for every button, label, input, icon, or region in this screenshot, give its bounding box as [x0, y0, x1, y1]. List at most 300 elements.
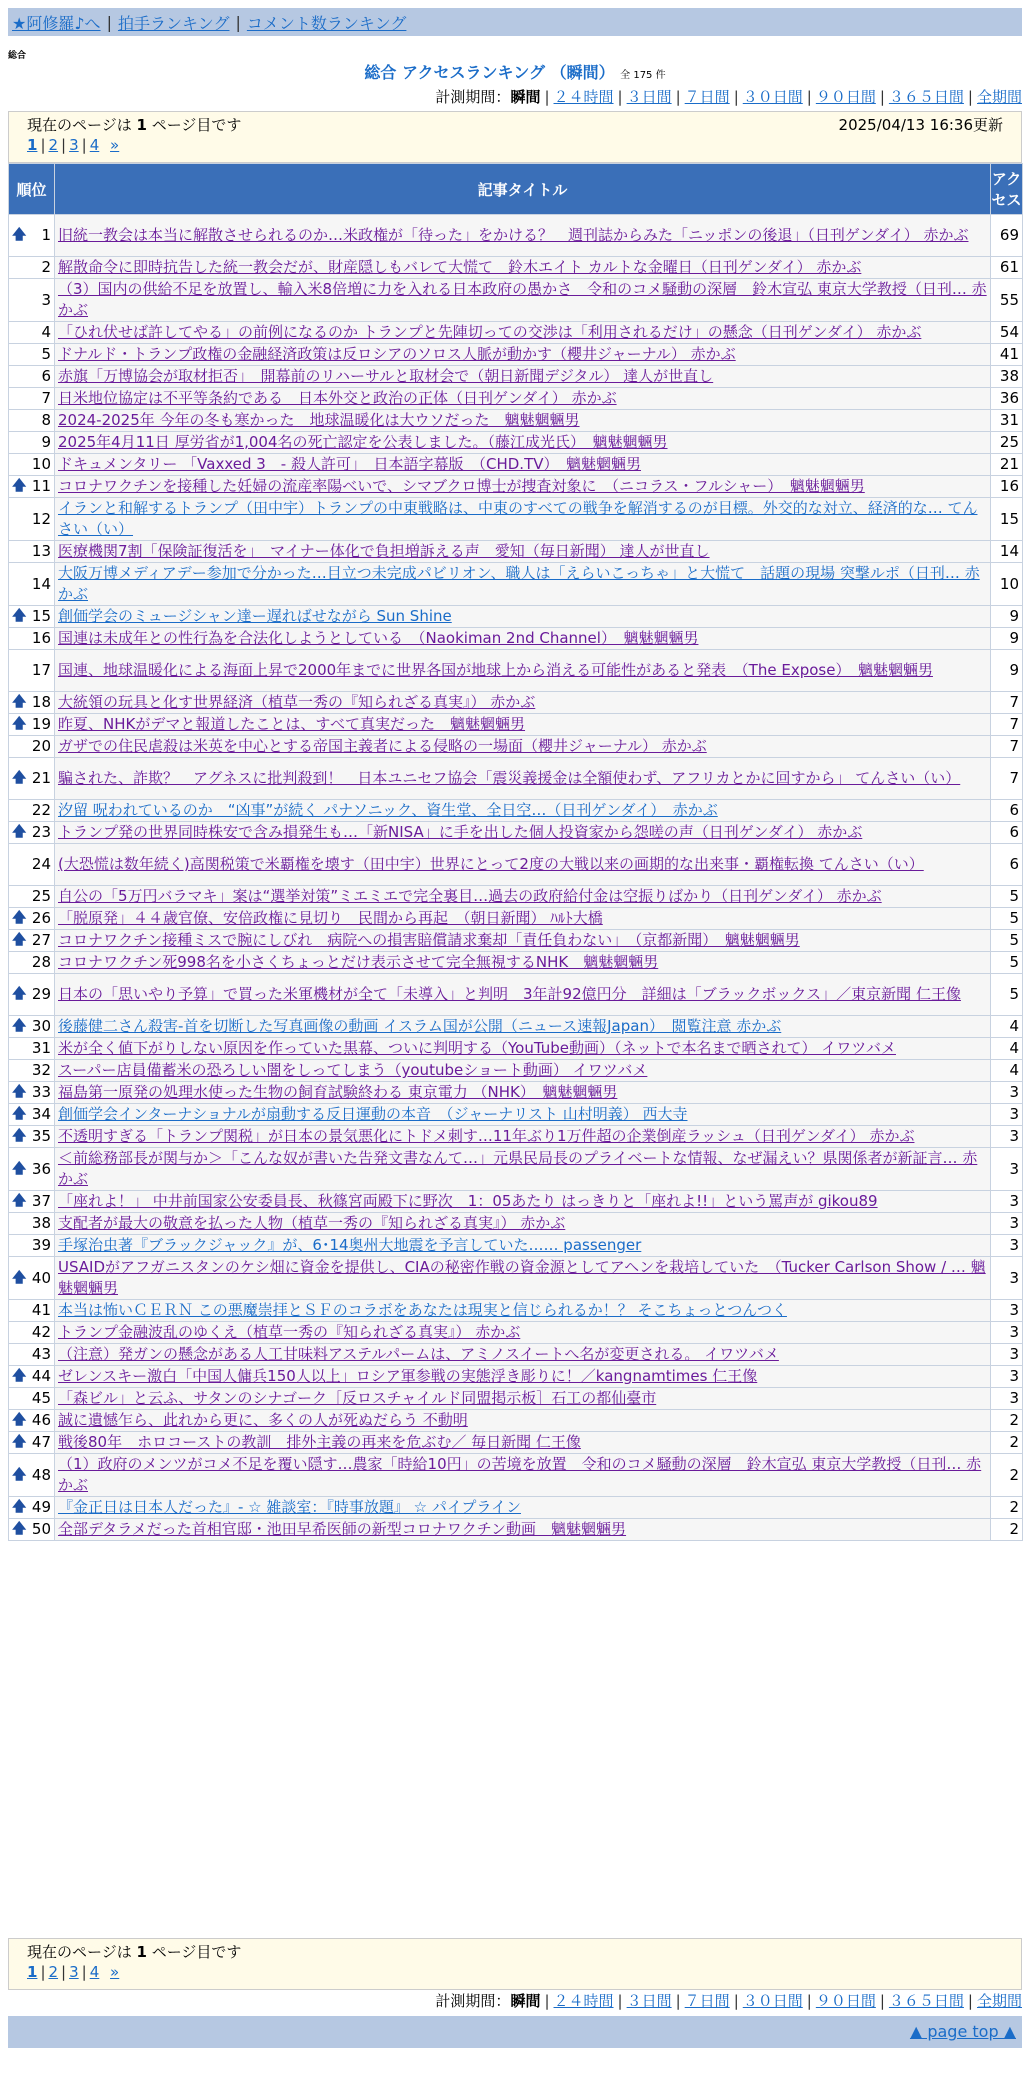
title-cell — [55, 1366, 991, 1388]
rank-cell — [9, 366, 55, 388]
table-row — [9, 366, 1023, 388]
period-current: 瞬間 — [510, 88, 541, 106]
article-title-link[interactable]: ドナルド・トランプ政権の金融経済政策は反ロシアのソロス人脈が動かす（櫻井ジャーナル） 赤かぶ — [58, 345, 736, 363]
period-separator: | — [806, 1992, 812, 2010]
access-count-cell: 2 — [991, 1519, 1023, 1541]
table-row — [9, 1235, 1023, 1257]
article-title-link[interactable]: （注意）発ガンの懸念がある人工甘味料アステルパームは、アミノスイートへ名が変更される。 イワツバメ — [58, 1345, 779, 1363]
page-separator — [102, 1963, 107, 1981]
title-cell — [55, 1148, 991, 1191]
rank-cell — [9, 344, 55, 366]
rank-up-arrow-icon: 🡅 — [12, 478, 27, 494]
rank-number: 28 — [31, 953, 51, 971]
rank-number: 1 — [41, 226, 51, 244]
title-cell — [55, 279, 991, 322]
rank-cell — [9, 1104, 55, 1126]
rank-number: 14 — [31, 574, 51, 593]
article-title-link[interactable]: 2025年4月11日 厚労省が1,004名の死亡認定を公表しました。（藤江成光氏） 魑魅魍魎男 — [58, 433, 668, 451]
rank-number: 46 — [31, 1411, 51, 1429]
rank-number: 12 — [31, 509, 51, 528]
title-cell — [55, 454, 991, 476]
next-page-link[interactable]: » — [110, 1963, 120, 1981]
page-separator: | — [81, 1963, 87, 1981]
period-current: 瞬間 — [510, 1992, 541, 2010]
page-link[interactable]: 2 — [48, 136, 59, 154]
period-separator: | — [806, 88, 812, 106]
table-row — [9, 1300, 1023, 1322]
rank-cell — [9, 1038, 55, 1060]
rank-up-arrow-icon: 🡅 — [12, 1499, 27, 1515]
table-row — [9, 454, 1023, 476]
title-cell — [55, 844, 991, 886]
title-cell — [55, 1432, 991, 1454]
ranking-title-text: 総合 アクセスランキング （瞬間） — [364, 63, 615, 82]
page-link[interactable]: 1 — [27, 1963, 38, 1981]
article-title-link[interactable]: 医療機関7割「保険証復活を」 マイナー体化で負担増訴える声 愛知（毎日新聞） 達人が世直し — [58, 542, 710, 560]
title-cell — [55, 1235, 991, 1257]
access-count-cell: 3 — [991, 1257, 1023, 1300]
period-link[interactable]: ７日間 — [684, 1992, 730, 2010]
access-count-cell: 5 — [991, 908, 1023, 930]
rank-number: 43 — [31, 1345, 51, 1363]
access-count-cell: 61 — [991, 257, 1023, 279]
rank-number: 24 — [31, 855, 51, 873]
rank-number: 26 — [31, 909, 51, 927]
rank-cell — [9, 736, 55, 758]
rank-cell — [9, 541, 55, 563]
rank-number: 13 — [31, 542, 51, 560]
period-link[interactable]: ９０日間 — [815, 1992, 876, 2010]
title-cell — [55, 563, 991, 606]
rank-cell — [9, 1148, 55, 1191]
article-title-link[interactable]: 騙された、詐欺？ アグネスに批判殺到！ 日本ユニセフ協会「震災義援金は全額使わず、アフリカとかに回すから」 てんさい（い） — [58, 769, 961, 787]
article-title-link[interactable]: （3）国内の供給不足を放置し、輸入米8倍増に力を入れる日本政府の愚かさ 令和のコメ騒動の深層 鈴木宣弘 東京大学教授（日刊… 赤かぶ — [58, 280, 987, 319]
table-row — [9, 344, 1023, 366]
title-cell — [55, 628, 991, 650]
access-count-cell: 6 — [991, 800, 1023, 822]
rank-number: 9 — [41, 433, 51, 451]
rank-cell — [9, 1082, 55, 1104]
page-link[interactable]: 4 — [89, 136, 100, 154]
rank-number: 25 — [31, 887, 51, 905]
article-title-link[interactable]: 誠に遺憾乍ら、此れから更に、多くの人が死ぬだらう 不動明 — [58, 1411, 468, 1429]
period-link[interactable]: ３日間 — [626, 1992, 672, 2010]
period-link[interactable]: ２４時間 — [553, 88, 614, 106]
table-row — [9, 1016, 1023, 1038]
access-count-cell: 5 — [991, 952, 1023, 974]
rank-cell — [9, 454, 55, 476]
rank-cell — [9, 1497, 55, 1519]
table-row — [9, 1257, 1023, 1300]
rank-cell — [9, 800, 55, 822]
period-link[interactable]: ９０日間 — [815, 88, 876, 106]
table-row — [9, 1344, 1023, 1366]
table-row — [9, 714, 1023, 736]
rank-number: 20 — [31, 737, 51, 755]
rank-up-arrow-icon: 🡅 — [12, 1434, 27, 1450]
title-cell — [55, 1300, 991, 1322]
rank-up-arrow-icon: 🡅 — [12, 608, 27, 624]
access-count-cell: 5 — [991, 886, 1023, 908]
title-cell — [55, 1213, 991, 1235]
access-count-cell: 25 — [991, 432, 1023, 454]
rank-cell — [9, 1213, 55, 1235]
access-count-cell: 3 — [991, 1322, 1023, 1344]
ranking-title — [0, 60, 1030, 83]
article-title-link[interactable]: トランプ発の世界同時株安で含み損発生も…「新NISA」に手を出した個人投資家から怨嗟の声（日刊ゲンダイ） 赤かぶ — [58, 823, 863, 841]
table-row — [9, 628, 1023, 650]
title-cell — [55, 1344, 991, 1366]
rank-number: 27 — [31, 931, 51, 949]
access-count-cell: 2 — [991, 1454, 1023, 1497]
rank-cell — [9, 758, 55, 800]
page-link[interactable]: 2 — [48, 1963, 59, 1981]
article-title-link[interactable]: (大恐慌は数年続く)高関税策で米覇権を壊す（田中宇）世界にとって2度の大戦以来の画期的な出来事・覇権転換 てんさい（い） — [58, 855, 924, 873]
table-row — [9, 758, 1023, 800]
access-count-cell: 3 — [991, 1344, 1023, 1366]
period-link[interactable]: ７日間 — [684, 88, 730, 106]
rank-cell — [9, 322, 55, 344]
title-cell — [55, 498, 991, 541]
table-header-row — [9, 164, 1023, 215]
rank-cell — [9, 1300, 55, 1322]
access-count-cell: 4 — [991, 1038, 1023, 1060]
page-link[interactable]: 3 — [69, 1963, 79, 1981]
comment-ranking-link[interactable]: コメント数ランキング — [246, 13, 407, 33]
rank-cell — [9, 279, 55, 322]
rank-number: 49 — [31, 1498, 51, 1516]
access-count-cell: 14 — [991, 541, 1023, 563]
article-title-link[interactable]: 「森ビル」と云ふ、サタンのシナゴーク［反ロスチャイルド同盟掲示板］石工の都仙臺市 — [58, 1389, 657, 1407]
rank-up-arrow-icon: 🡅 — [12, 910, 27, 926]
rank-number: 36 — [31, 1159, 51, 1178]
table-row — [9, 1366, 1023, 1388]
table-row — [9, 952, 1023, 974]
article-title-link[interactable]: 国連、地球温暖化による海面上昇で2000年までに世界各国が地球上から消える可能性があると発表 （The Expose） 魑魅魍魎男 — [58, 661, 933, 679]
article-title-link[interactable]: 『金正日は日本人だった』- ☆ 雑談室：『時事放題』 ☆ パイプライン — [58, 1498, 521, 1516]
page-separator: | — [61, 136, 67, 154]
access-count-cell: 3 — [991, 1235, 1023, 1257]
title-cell — [55, 1191, 991, 1213]
title-cell — [55, 886, 991, 908]
article-title-link[interactable]: 大統領の玩具と化す世界経済（植草一秀の『知られざる真実』） 赤かぶ — [58, 693, 536, 711]
access-count-cell: 3 — [991, 1213, 1023, 1235]
rank-up-arrow-icon: 🡅 — [12, 1160, 27, 1177]
period-link[interactable]: ３０日間 — [742, 1992, 803, 2010]
title-cell — [55, 1454, 991, 1497]
next-page-link[interactable]: » — [110, 136, 120, 154]
access-count-cell: 4 — [991, 1060, 1023, 1082]
rank-number: 15 — [31, 607, 51, 625]
current-page-number: 1 — [136, 116, 147, 134]
table-row — [9, 215, 1023, 257]
rank-number: 6 — [41, 367, 51, 385]
rank-cell — [9, 650, 55, 692]
period-link[interactable]: 全期間 — [976, 88, 1022, 106]
item-count: 全 175 件 — [620, 70, 666, 81]
title-cell — [55, 1038, 991, 1060]
period-separator: | — [617, 1992, 623, 2010]
access-count-cell: 3 — [991, 1104, 1023, 1126]
article-title-link[interactable]: 自公の「5万円バラマキ」案は“選挙対策”ミエミエで完全裏目…過去の政府給付金は空振りばかり（日刊ゲンダイ） 赤かぶ — [58, 887, 882, 905]
table-row — [9, 388, 1023, 410]
article-title-link[interactable]: コロナワクチンを接種した妊婦の流産率陽べいで、シマブクロ博士が捜査対象に （ニコラス・フルシャー） 魑魅魍魎男 — [58, 477, 865, 495]
table-row — [9, 1126, 1023, 1148]
rank-up-arrow-icon: 🡅 — [12, 1193, 27, 1209]
table-row — [9, 1038, 1023, 1060]
period-link[interactable]: ３６５日間 — [888, 1992, 964, 2010]
title-cell — [55, 736, 991, 758]
current-page-text: 現在のページは 1 ページ目です — [27, 1943, 242, 1961]
period-link[interactable]: 全期間 — [976, 1992, 1022, 2010]
rank-up-arrow-icon: 🡅 — [12, 227, 27, 243]
bottom-bar — [8, 2016, 1022, 2048]
access-count-cell: 3 — [991, 1191, 1023, 1213]
access-count-cell: 9 — [991, 650, 1023, 692]
top-nav-bar — [8, 8, 1022, 36]
rank-number: 41 — [31, 1301, 51, 1319]
rank-up-arrow-icon: 🡅 — [12, 694, 27, 710]
title-cell — [55, 1519, 991, 1541]
rank-up-arrow-icon: 🡅 — [12, 1269, 27, 1286]
article-title-link[interactable]: 2024-2025年 今年の冬も寒かった 地球温暖化は大ウソだった 魑魅魍魎男 — [58, 411, 580, 429]
rank-cell — [9, 844, 55, 886]
article-title-link[interactable]: 解散命令に即時抗告した統一教会だが、財産隠しもバレて大慌て 鈴木エイト カルトな金曜日（日刊ゲンダイ） 赤かぶ — [58, 258, 862, 276]
rank-number: 45 — [31, 1389, 51, 1407]
table-row — [9, 1497, 1023, 1519]
access-count-cell: 6 — [991, 822, 1023, 844]
page-top-link[interactable]: ▲ page top ▲ — [909, 2022, 1016, 2041]
access-count-cell: 2 — [991, 1410, 1023, 1432]
article-title-link[interactable]: 昨夏、NHKがデマと報道したことは、すべて真実だった 魑魅魍魎男 — [58, 715, 526, 733]
rank-number: 44 — [31, 1367, 51, 1385]
period-link[interactable]: ３０日間 — [742, 88, 803, 106]
article-title-link[interactable]: 「座れよ！」 中井前国家公安委員長、秋篠宮両殿下に野次 1：05あたり はっきりと「座れよ!!」という罵声が gikou89 — [58, 1192, 878, 1210]
period-separator: | — [675, 88, 681, 106]
article-title-link[interactable]: （1）政府のメンツがコメ不足を覆い隠す…農家「時給10円」の苦境を放置 令和のコメ騒動の深層 鈴木宣弘 東京大学教授（日刊… 赤かぶ — [58, 1455, 982, 1494]
period-separator: | — [544, 88, 550, 106]
period-label: 計測期間： — [435, 88, 511, 106]
applause-ranking-link[interactable]: 拍手ランキング — [117, 13, 230, 33]
period-separator: | — [879, 88, 885, 106]
table-row — [9, 1454, 1023, 1497]
access-count-cell: 3 — [991, 1082, 1023, 1104]
rank-cell — [9, 692, 55, 714]
access-count-cell: 21 — [991, 454, 1023, 476]
rank-up-arrow-icon: 🡅 — [12, 1128, 27, 1144]
rank-number: 21 — [31, 769, 51, 787]
rank-up-arrow-icon: 🡅 — [12, 1466, 27, 1483]
rank-cell — [9, 498, 55, 541]
rank-cell — [9, 886, 55, 908]
article-title-link[interactable]: コロナワクチン接種ミスで腕にしびれ 病院への損害賠償請求棄却「責任負わない」 （京都新聞） 魑魅魍魎男 — [58, 931, 800, 949]
updated-timestamp: 2025/04/13 16:36更新 — [838, 116, 1003, 134]
article-title-link[interactable]: トランプ金融波乱のゆくえ（植草一秀の『知られざる真実』） 赤かぶ — [58, 1323, 521, 1341]
title-cell — [55, 1497, 991, 1519]
article-title-link[interactable]: 後藤健二さん殺害-首を切断した写真画像の動画 イスラム国が公開（ニュース速報Japan） 閲覧注意 赤かぶ — [58, 1017, 782, 1035]
rank-number: 16 — [31, 629, 51, 647]
asyura-home-link[interactable]: ★阿修羅♪へ — [12, 13, 101, 33]
access-count-cell: 5 — [991, 974, 1023, 1016]
article-title-link[interactable]: ドキュメンタリー 「Vaxxed 3 - 殺人許可」 日本語字幕版 （CHD.TV） 魑魅魍魎男 — [58, 455, 641, 473]
article-title-link[interactable]: USAIDがアフガニスタンのケシ畑に資金を提供し、CIAの秘密作戦の資金源としてアヘンを栽培していた （Tucker Carlson Show / … 魑魅魍魎男 — [58, 1258, 986, 1297]
access-count-cell: 69 — [991, 215, 1023, 257]
rank-cell — [9, 1235, 55, 1257]
access-count-cell: 6 — [991, 844, 1023, 886]
rank-cell — [9, 908, 55, 930]
rank-up-arrow-icon: 🡅 — [12, 1106, 27, 1122]
rank-number: 29 — [31, 985, 51, 1003]
rank-number: 35 — [31, 1127, 51, 1145]
title-cell — [55, 344, 991, 366]
title-cell — [55, 1016, 991, 1038]
title-cell — [55, 257, 991, 279]
access-count-cell: 2 — [991, 1497, 1023, 1519]
access-count-cell: 36 — [991, 388, 1023, 410]
rank-cell — [9, 1388, 55, 1410]
page-link[interactable]: 4 — [89, 1963, 100, 1981]
article-title-link[interactable]: 赤旗「万博協会が取材拒否」 開幕前のリハーサルと取材会で（朝日新聞デジタル） 達人が世直し — [58, 367, 714, 385]
rank-number: 22 — [31, 801, 51, 819]
article-title-link[interactable]: 支配者が最大の敬意を払った人物（植草一秀の『知られざる真実』） 赤かぶ — [58, 1214, 566, 1232]
article-title-link[interactable]: 創価学会インターナショナルが扇動する反日運動の本音 （ジャーナリスト 山村明義） 西大寺 — [58, 1105, 688, 1123]
rank-number: 10 — [31, 455, 51, 473]
title-cell — [55, 1060, 991, 1082]
access-count-cell: 9 — [991, 606, 1023, 628]
title-header: 記事タイトル — [55, 164, 991, 215]
article-title-link[interactable]: イランと和解するトランプ（田中宇）トランプの中東戦略は、中東のすべての戦争を解消するのが目標。外交的な対立、経済的な… てんさい（い） — [58, 499, 978, 538]
article-title-link[interactable]: スーパー店員備蓄米の恐ろしい闇をしってしまう（youtubeショート動画） イワツバメ — [58, 1061, 648, 1079]
access-count-cell: 2 — [991, 1432, 1023, 1454]
article-title-link[interactable]: 全部デタラメだった首相官邸・池田早希医師の新型コロナワクチン動画 魑魅魍魎男 — [58, 1520, 627, 1538]
table-row — [9, 257, 1023, 279]
access-header: アクセス — [991, 164, 1023, 215]
article-title-link[interactable]: 旧統一教会は本当に解散させられるのか…米政権が「待った」をかける？ 週刊誌からみた「ニッポンの後退」（日刊ゲンダイ） 赤かぶ — [58, 226, 969, 244]
page-separator — [102, 136, 107, 154]
title-cell — [55, 366, 991, 388]
table-row — [9, 410, 1023, 432]
article-title-link[interactable]: 「ひれ伏せば許してやる」の前例になるのか トランプと先陣切っての交渉は「利用されるだけ」の懸念（日刊ゲンダイ） 赤かぶ — [58, 323, 922, 341]
period-separator: | — [733, 88, 739, 106]
period-separator: | — [967, 88, 973, 106]
article-title-link[interactable]: ガザでの住民虐殺は米英を中心とする帝国主義者による侵略の一場面（櫻井ジャーナル） 赤かぶ — [58, 737, 707, 755]
page-links — [27, 1963, 1003, 1985]
access-count-cell: 4 — [991, 1016, 1023, 1038]
rank-number: 37 — [31, 1192, 51, 1210]
table-row — [9, 476, 1023, 498]
pager-top — [8, 111, 1022, 163]
access-count-cell: 3 — [991, 1366, 1023, 1388]
ranking-table — [8, 163, 1023, 1541]
title-cell — [55, 1257, 991, 1300]
rank-cell — [9, 1366, 55, 1388]
rank-up-arrow-icon: 🡅 — [12, 1018, 27, 1034]
rank-cell — [9, 1257, 55, 1300]
period-link[interactable]: ３日間 — [626, 88, 672, 106]
article-title-link[interactable]: 福島第一原発の処理水使った生物の飼育試験終わる 東京電力 （NHK） 魑魅魍魎男 — [58, 1083, 618, 1101]
article-title-link[interactable]: 国連は未成年との性行為を合法化しようとしている （Naokiman 2nd Channel） 魑魅魍魎男 — [58, 629, 699, 647]
rank-cell — [9, 606, 55, 628]
title-cell — [55, 974, 991, 1016]
rank-number: 39 — [31, 1236, 51, 1254]
nav-separator: | — [235, 12, 241, 32]
rank-number: 48 — [31, 1465, 51, 1484]
rank-number: 47 — [31, 1433, 51, 1451]
pager-info-row — [27, 1941, 1003, 1963]
period-link[interactable]: ３６５日間 — [888, 88, 964, 106]
rank-number: 11 — [31, 477, 51, 495]
article-title-link[interactable]: 戦後80年 ホロコーストの教訓 排外主義の再来を危ぶむ／ 毎日新聞 仁王像 — [58, 1433, 581, 1451]
rank-cell — [9, 628, 55, 650]
rank-cell — [9, 257, 55, 279]
article-title-link[interactable]: 米が全く値下がりしない原因を作っていた黒幕、ついに判明する（YouTube動画）（ネットで本名まで晒されて） イワツバメ — [58, 1039, 896, 1057]
article-title-link[interactable]: 創価学会のミュージシャン達ー遅ればせながら Sun Shine — [58, 607, 452, 625]
table-row — [9, 1410, 1023, 1432]
rank-cell — [9, 822, 55, 844]
period-link[interactable]: ２４時間 — [553, 1992, 614, 2010]
table-row — [9, 736, 1023, 758]
access-count-cell: 7 — [991, 714, 1023, 736]
article-title-link[interactable]: コロナワクチン死998名を小さくちょっとだけ表示させて完全無視するNHK 魑魅魍魎男 — [58, 953, 659, 971]
article-title-link[interactable]: 大阪万博メディアデー参加で分かった…目立つ未完成パビリオン、職人は「えらいこっちゃ」と大慌て 話題の現場 突撃ルポ（日刊… 赤かぶ — [58, 564, 980, 603]
rank-cell — [9, 1126, 55, 1148]
article-title-link[interactable]: 日本の「思いやり予算」で買った米軍機材が全て「未導入」と判明 3年計92億円分 詳細は「ブラックボックス」／東京新聞 仁王像 — [58, 985, 961, 1003]
article-title-link[interactable]: ゼレンスキー激白「中国人傭兵150人以上」ロシア軍参戦の実態浮き彫りに！／kangnamtimes 仁王像 — [58, 1367, 758, 1385]
title-cell — [55, 758, 991, 800]
article-title-link[interactable]: 本当は怖いＣＥＲＮ この悪魔崇拝とＳＦのコラボをあなたは現実と信じられるか！？ そこちょっとつんつく — [58, 1301, 787, 1319]
article-title-link[interactable]: ＜前総務部長が関与か＞「こんな奴が書いた告発文書なんて…」元県民局長のプライベートな情報、なぜ漏えい？県関係者が新証言… 赤かぶ — [58, 1149, 978, 1188]
page-link[interactable]: 1 — [27, 136, 38, 154]
period-separator: | — [617, 88, 623, 106]
access-count-cell: 7 — [991, 692, 1023, 714]
title-cell — [55, 930, 991, 952]
rank-up-arrow-icon: 🡅 — [12, 1521, 27, 1537]
rank-number: 17 — [31, 661, 51, 679]
table-row — [9, 800, 1023, 822]
article-title-link[interactable]: 日米地位協定は不平等条約である 日本外交と政治の正体（日刊ゲンダイ） 赤かぶ — [58, 389, 617, 407]
period-selector-top — [435, 86, 1022, 107]
rank-cell — [9, 563, 55, 606]
article-title-link[interactable]: 不透明すぎる「トランプ関税」が日本の景気悪化にトドメ刺す…11年ぶり1万件超の企業倒産ラッシュ（日刊ゲンダイ） 赤かぶ — [58, 1127, 915, 1145]
rank-number: 40 — [31, 1268, 51, 1287]
rank-cell — [9, 1454, 55, 1497]
access-count-cell: 10 — [991, 563, 1023, 606]
rank-number: 23 — [31, 823, 51, 841]
table-row — [9, 541, 1023, 563]
rank-number: 4 — [41, 323, 51, 341]
period-separator: | — [675, 1992, 681, 2010]
rank-up-arrow-icon: 🡅 — [12, 770, 27, 786]
access-count-cell: 38 — [991, 366, 1023, 388]
rank-number: 30 — [31, 1017, 51, 1035]
rank-cell — [9, 714, 55, 736]
article-title-link[interactable]: 「脱原発」４４歳官僚、安倍政権に見切り 民間から再起 （朝日新聞） ﾊﾙﾄ大橋 — [58, 909, 603, 927]
title-cell — [55, 476, 991, 498]
page-link[interactable]: 3 — [69, 136, 79, 154]
table-row — [9, 1060, 1023, 1082]
rank-up-arrow-icon: 🡅 — [12, 1368, 27, 1384]
rank-number: 7 — [41, 389, 51, 407]
access-count-cell: 3 — [991, 1388, 1023, 1410]
article-title-link[interactable]: 汐留 呪われているのか “凶事”が続く パナソニック、資生堂、全日空…（日刊ゲンダイ） 赤かぶ — [58, 801, 718, 819]
access-count-cell: 7 — [991, 758, 1023, 800]
table-row — [9, 1148, 1023, 1191]
rank-number: 33 — [31, 1083, 51, 1101]
rank-up-arrow-icon: 🡅 — [12, 1412, 27, 1428]
title-cell — [55, 410, 991, 432]
article-title-link[interactable]: 手塚治虫著『ブラックジャック』が、6･14奥州大地震を予言していた…… passenger — [58, 1236, 642, 1254]
access-count-cell: 54 — [991, 322, 1023, 344]
